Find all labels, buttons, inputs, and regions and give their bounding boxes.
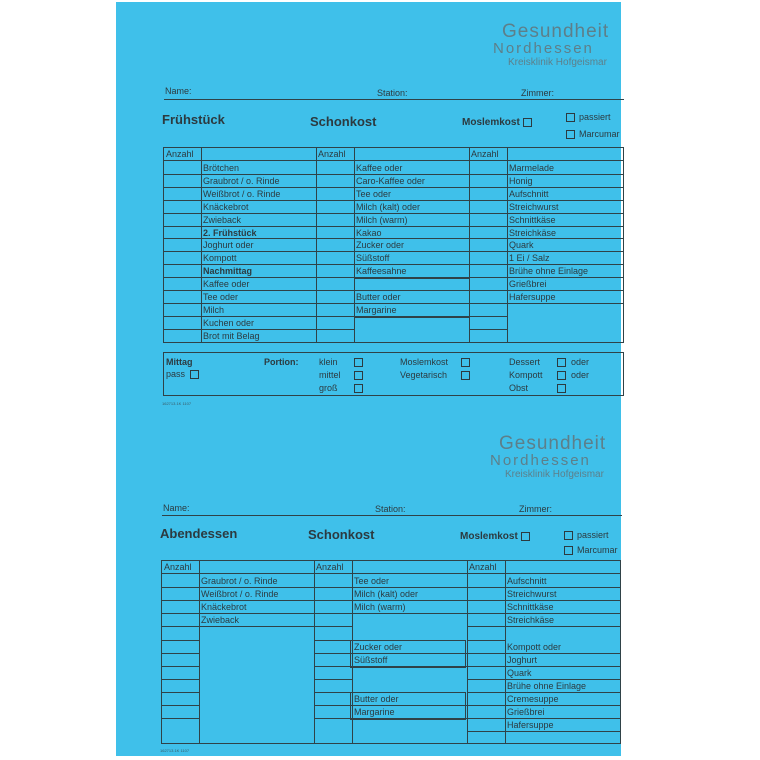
- menu-item[interactable]: Marmelade: [509, 163, 555, 173]
- menu-item[interactable]: Brühe ohne Einlage: [509, 266, 589, 277]
- diet-title: Schonkost: [308, 527, 375, 542]
- menu-item[interactable]: Streichkäse: [507, 615, 555, 626]
- zimmer-label: Zimmer:: [521, 88, 554, 98]
- menu-item[interactable]: Kaffee oder: [356, 163, 403, 173]
- item-rule: [507, 303, 623, 304]
- menu-item[interactable]: Kompott: [203, 253, 237, 264]
- mittag-vegetarisch-checkbox[interactable]: [461, 371, 470, 380]
- anzahl-cell[interactable]: [164, 251, 201, 252]
- menu-item[interactable]: Weißbrot / o. Rinde: [201, 589, 279, 600]
- anzahl-cell[interactable]: [316, 277, 354, 278]
- anzahl-cell[interactable]: [162, 666, 199, 667]
- menu-item[interactable]: Margarine: [356, 304, 397, 315]
- header-rule: [164, 160, 623, 161]
- anzahl-cell[interactable]: [467, 613, 505, 614]
- brand-line3: Kreisklinik Hofgeismar: [505, 469, 604, 480]
- anzahl-cell[interactable]: [469, 238, 507, 239]
- menu-item[interactable]: Kaffee oder: [203, 279, 250, 290]
- size-gross[interactable]: [319, 382, 338, 394]
- menu-item[interactable]: Streichkäse: [509, 227, 557, 238]
- menu-item[interactable]: Nachmittag: [203, 266, 253, 277]
- anzahl-cell[interactable]: [467, 718, 505, 719]
- menu-item[interactable]: 2. Frühstück: [203, 227, 257, 238]
- menu-item[interactable]: Streichwurst: [509, 201, 559, 212]
- menu-item[interactable]: Milch (warm): [354, 602, 406, 613]
- menu-item[interactable]: Zucker oder: [354, 641, 403, 652]
- menu-item[interactable]: Graubrot / o. Rinde: [203, 175, 280, 186]
- anzahl-cell[interactable]: [314, 653, 352, 654]
- column-rule: [201, 148, 202, 342]
- anzahl-cell[interactable]: [469, 226, 507, 227]
- menu-item[interactable]: Knäckebrot: [201, 602, 247, 613]
- anzahl-cell[interactable]: [164, 200, 201, 201]
- size-gross-checkbox[interactable]: [354, 384, 363, 393]
- menu-item[interactable]: Knäckebrot: [203, 201, 249, 212]
- menu-item[interactable]: Kaffeesahne: [356, 266, 407, 277]
- pass-checkbox[interactable]: [190, 370, 199, 379]
- anzahl-cell[interactable]: [164, 238, 201, 239]
- anzahl-cell[interactable]: [467, 679, 505, 680]
- anzahl-cell[interactable]: [316, 329, 354, 330]
- anzahl-cell[interactable]: [164, 277, 201, 278]
- moslemkost-option[interactable]: [462, 117, 532, 128]
- anzahl-cell[interactable]: [316, 251, 354, 252]
- item-rule: [201, 342, 316, 343]
- anzahl-cell[interactable]: [314, 705, 352, 706]
- passiert-checkbox[interactable]: [564, 531, 573, 540]
- anzahl-cell[interactable]: [314, 587, 352, 588]
- anzahl-cell[interactable]: [469, 174, 507, 175]
- anzahl-header: Anzahl: [318, 149, 346, 159]
- passiert-option[interactable]: [566, 112, 611, 122]
- menu-item[interactable]: Schnittkäse: [509, 214, 556, 225]
- mittag-vegetarisch-label: Vegetarisch: [400, 370, 448, 380]
- menu-item[interactable]: Cremesuppe: [507, 693, 559, 704]
- menu-item[interactable]: Caro-Kaffee oder: [356, 175, 425, 186]
- anzahl-cell[interactable]: [314, 679, 352, 680]
- menu-item[interactable]: Milch (warm): [356, 214, 408, 225]
- size-gross-label: groß: [319, 383, 338, 393]
- anzahl-cell[interactable]: [314, 718, 352, 719]
- menu-item[interactable]: Aufschnitt: [509, 188, 549, 199]
- brand-line3: Kreisklinik Hofgeismar: [508, 57, 607, 68]
- brand-logo: [493, 21, 610, 70]
- mittag-title: Mittag: [166, 357, 193, 367]
- name-field-line[interactable]: [164, 99, 624, 100]
- anzahl-cell[interactable]: [164, 226, 201, 227]
- menu-item[interactable]: Grießbrei: [509, 279, 547, 290]
- mittag-box: [163, 352, 624, 396]
- column-rule: [199, 561, 200, 743]
- anzahl-cell[interactable]: [164, 342, 201, 343]
- menu-item[interactable]: Weißbrot / o. Rinde: [203, 188, 281, 199]
- anzahl-cell[interactable]: [469, 290, 507, 291]
- menu-item[interactable]: Aufschnitt: [507, 576, 547, 586]
- station-label: Station:: [377, 88, 408, 98]
- size-klein-checkbox[interactable]: [354, 358, 363, 367]
- menu-item[interactable]: Süßstoff: [356, 253, 390, 264]
- moslemkost-checkbox[interactable]: [523, 118, 532, 127]
- menu-item[interactable]: Kompott oder: [507, 641, 562, 652]
- breakfast-grid: [163, 147, 624, 343]
- anzahl-cell[interactable]: [164, 316, 201, 317]
- size-mittel-label: mittel: [319, 370, 341, 380]
- menu-item[interactable]: Milch (kalt) oder: [354, 589, 419, 600]
- anzahl-cell[interactable]: [314, 692, 352, 693]
- anzahl-cell[interactable]: [162, 600, 199, 601]
- anzahl-cell[interactable]: [316, 226, 354, 227]
- anzahl-cell[interactable]: [316, 213, 354, 214]
- brand-line2: Nordhessen: [493, 40, 594, 57]
- anzahl-header: Anzahl: [469, 562, 497, 572]
- anzahl-cell[interactable]: [162, 587, 199, 588]
- menu-item[interactable]: Tee oder: [203, 292, 239, 302]
- option-group-box: [350, 640, 466, 668]
- anzahl-cell[interactable]: [467, 692, 505, 693]
- marcumar-checkbox[interactable]: [566, 130, 575, 139]
- anzahl-cell[interactable]: [164, 264, 201, 265]
- menu-item[interactable]: Brühe ohne Einlage: [507, 680, 587, 691]
- oder-label: oder: [571, 370, 590, 380]
- name-field-line[interactable]: [162, 515, 622, 516]
- anzahl-cell[interactable]: [469, 303, 507, 304]
- anzahl-cell[interactable]: [469, 200, 507, 201]
- kompott-option[interactable]: [509, 369, 590, 381]
- option-group-box: [354, 238, 470, 279]
- menu-item[interactable]: Süßstoff: [354, 654, 388, 665]
- obst-label: Obst: [509, 383, 529, 393]
- obst-checkbox[interactable]: [557, 384, 566, 393]
- obst-option[interactable]: [509, 382, 528, 394]
- column-rule: [316, 148, 317, 342]
- marcumar-option[interactable]: [566, 129, 620, 139]
- item-rule: [505, 626, 620, 627]
- menu-item[interactable]: Quark: [507, 667, 532, 678]
- name-label: Name:: [165, 86, 192, 96]
- anzahl-cell[interactable]: [467, 587, 505, 588]
- dessert-label: Dessert: [509, 357, 541, 367]
- anzahl-cell[interactable]: [467, 640, 505, 641]
- menu-item[interactable]: Kuchen oder: [203, 317, 255, 328]
- dinner-grid: [161, 560, 621, 744]
- menu-item[interactable]: Graubrot / o. Rinde: [201, 576, 278, 586]
- dessert-option[interactable]: [509, 356, 590, 368]
- menu-item[interactable]: Kakao: [356, 227, 382, 238]
- anzahl-cell[interactable]: [316, 290, 354, 291]
- brand-line2: Nordhessen: [490, 452, 591, 469]
- menu-item[interactable]: Brot mit Belag: [203, 330, 260, 341]
- menu-item[interactable]: Quark: [509, 240, 534, 251]
- anzahl-cell[interactable]: [469, 187, 507, 188]
- menu-item[interactable]: Butter oder: [356, 292, 401, 302]
- header-rule: [162, 573, 620, 574]
- anzahl-cell[interactable]: [162, 705, 199, 706]
- anzahl-cell[interactable]: [164, 329, 201, 330]
- meal-title: Frühstück: [162, 112, 225, 127]
- menu-item[interactable]: Margarine: [354, 707, 395, 717]
- menu-item[interactable]: Hafersuppe: [507, 720, 554, 731]
- brand-line1: Gesundheit: [502, 21, 610, 42]
- moslemkost-label: Moslemkost: [460, 531, 518, 542]
- meal-title: Abendessen: [160, 526, 238, 541]
- menu-item[interactable]: Joghurt: [507, 654, 538, 665]
- brand-line1: Gesundheit: [499, 433, 607, 454]
- mittag-vegetarisch[interactable]: [400, 369, 447, 381]
- menu-item[interactable]: Milch: [203, 304, 225, 315]
- anzahl-cell[interactable]: [469, 251, 507, 252]
- item-rule: [199, 626, 314, 627]
- item-rule: [352, 613, 467, 614]
- mittag-moslemkost-label: Moslemkost: [400, 357, 449, 367]
- option-group-box: [350, 692, 466, 720]
- anzahl-cell[interactable]: [162, 718, 199, 719]
- anzahl-cell[interactable]: [314, 626, 352, 627]
- portion-label: Portion:: [264, 357, 299, 367]
- form-code: 162713.1K 1107: [160, 748, 190, 753]
- anzahl-cell[interactable]: [162, 653, 199, 654]
- menu-item[interactable]: 1 Ei / Salz: [509, 253, 550, 264]
- anzahl-cell[interactable]: [469, 264, 507, 265]
- anzahl-cell[interactable]: [162, 626, 199, 627]
- anzahl-cell[interactable]: [469, 213, 507, 214]
- marcumar-label: Marcumar: [579, 129, 620, 139]
- menu-item[interactable]: Butter oder: [354, 693, 399, 704]
- passiert-label: passiert: [577, 530, 609, 540]
- anzahl-cell[interactable]: [162, 679, 199, 680]
- anzahl-cell[interactable]: [316, 303, 354, 304]
- diet-title: Schonkost: [310, 114, 377, 129]
- item-rule: [505, 731, 620, 732]
- menu-item[interactable]: Joghurt oder: [203, 240, 254, 251]
- station-label: Station:: [375, 504, 406, 514]
- passiert-option[interactable]: [564, 530, 609, 540]
- moslemkost-option[interactable]: [460, 531, 530, 542]
- anzahl-cell[interactable]: [316, 342, 354, 343]
- menu-item[interactable]: Brötchen: [203, 163, 240, 173]
- anzahl-cell[interactable]: [467, 731, 505, 732]
- size-klein-label: klein: [319, 357, 338, 367]
- marcumar-checkbox[interactable]: [564, 546, 573, 555]
- menu-item[interactable]: Streichwurst: [507, 589, 557, 600]
- anzahl-cell[interactable]: [467, 666, 505, 667]
- anzahl-cell[interactable]: [469, 329, 507, 330]
- anzahl-header: Anzahl: [166, 149, 194, 159]
- pass-label: pass: [166, 369, 186, 379]
- anzahl-cell[interactable]: [316, 264, 354, 265]
- anzahl-cell[interactable]: [467, 653, 505, 654]
- marcumar-label: Marcumar: [577, 545, 618, 555]
- menu-item[interactable]: Honig: [509, 175, 533, 186]
- anzahl-cell[interactable]: [162, 613, 199, 614]
- anzahl-header: Anzahl: [471, 149, 499, 159]
- anzahl-header: Anzahl: [316, 562, 344, 572]
- menu-item[interactable]: Zucker oder: [356, 240, 405, 251]
- mittag-moslemkost[interactable]: [400, 356, 448, 368]
- brand-logo: [490, 433, 607, 482]
- anzahl-header: Anzahl: [164, 562, 192, 572]
- anzahl-cell[interactable]: [162, 640, 199, 641]
- anzahl-cell[interactable]: [316, 200, 354, 201]
- name-label: Name:: [163, 503, 190, 513]
- anzahl-cell[interactable]: [164, 213, 201, 214]
- anzahl-cell[interactable]: [316, 174, 354, 175]
- size-mittel-checkbox[interactable]: [354, 371, 363, 380]
- menu-item[interactable]: Tee oder: [356, 188, 392, 199]
- anzahl-cell[interactable]: [467, 705, 505, 706]
- anzahl-cell[interactable]: [314, 613, 352, 614]
- size-mittel[interactable]: [319, 369, 341, 381]
- option-group-box: [354, 290, 470, 318]
- anzahl-cell[interactable]: [467, 600, 505, 601]
- anzahl-cell[interactable]: [314, 666, 352, 667]
- anzahl-cell[interactable]: [469, 277, 507, 278]
- anzahl-cell[interactable]: [314, 640, 352, 641]
- anzahl-cell[interactable]: [316, 316, 354, 317]
- anzahl-cell[interactable]: [162, 692, 199, 693]
- diet-order-sheet: [116, 2, 621, 756]
- menu-item[interactable]: Schnittkäse: [507, 602, 554, 613]
- menu-item[interactable]: Milch (kalt) oder: [356, 201, 421, 212]
- menu-item[interactable]: Grießbrei: [507, 707, 545, 717]
- anzahl-cell[interactable]: [164, 187, 201, 188]
- passiert-checkbox[interactable]: [566, 113, 575, 122]
- size-klein[interactable]: [319, 356, 338, 368]
- anzahl-cell[interactable]: [164, 290, 201, 291]
- column-rule: [507, 148, 508, 342]
- oder-label: oder: [571, 357, 590, 367]
- kompott-checkbox[interactable]: [557, 371, 566, 380]
- anzahl-cell[interactable]: [469, 316, 507, 317]
- moslemkost-label: Moslemkost: [462, 117, 520, 128]
- menu-item[interactable]: Zwieback: [201, 615, 240, 626]
- marcumar-option[interactable]: [564, 545, 618, 555]
- anzahl-cell[interactable]: [316, 187, 354, 188]
- dessert-checkbox[interactable]: [557, 358, 566, 367]
- anzahl-cell[interactable]: [314, 600, 352, 601]
- passiert-label: passiert: [579, 112, 611, 122]
- pass-option[interactable]: [166, 368, 199, 380]
- menu-item[interactable]: Tee oder: [354, 576, 390, 586]
- mittag-moslemkost-checkbox[interactable]: [461, 358, 470, 367]
- menu-item[interactable]: Zwieback: [203, 214, 242, 225]
- anzahl-cell[interactable]: [467, 626, 505, 627]
- anzahl-cell[interactable]: [164, 174, 201, 175]
- form-code: 162713.1K 1107: [162, 401, 192, 406]
- anzahl-cell[interactable]: [469, 342, 507, 343]
- menu-item[interactable]: Hafersuppe: [509, 292, 556, 302]
- kompott-label: Kompott: [509, 370, 543, 380]
- anzahl-cell[interactable]: [316, 238, 354, 239]
- anzahl-cell[interactable]: [164, 303, 201, 304]
- moslemkost-checkbox[interactable]: [521, 532, 530, 541]
- zimmer-label: Zimmer:: [519, 504, 552, 514]
